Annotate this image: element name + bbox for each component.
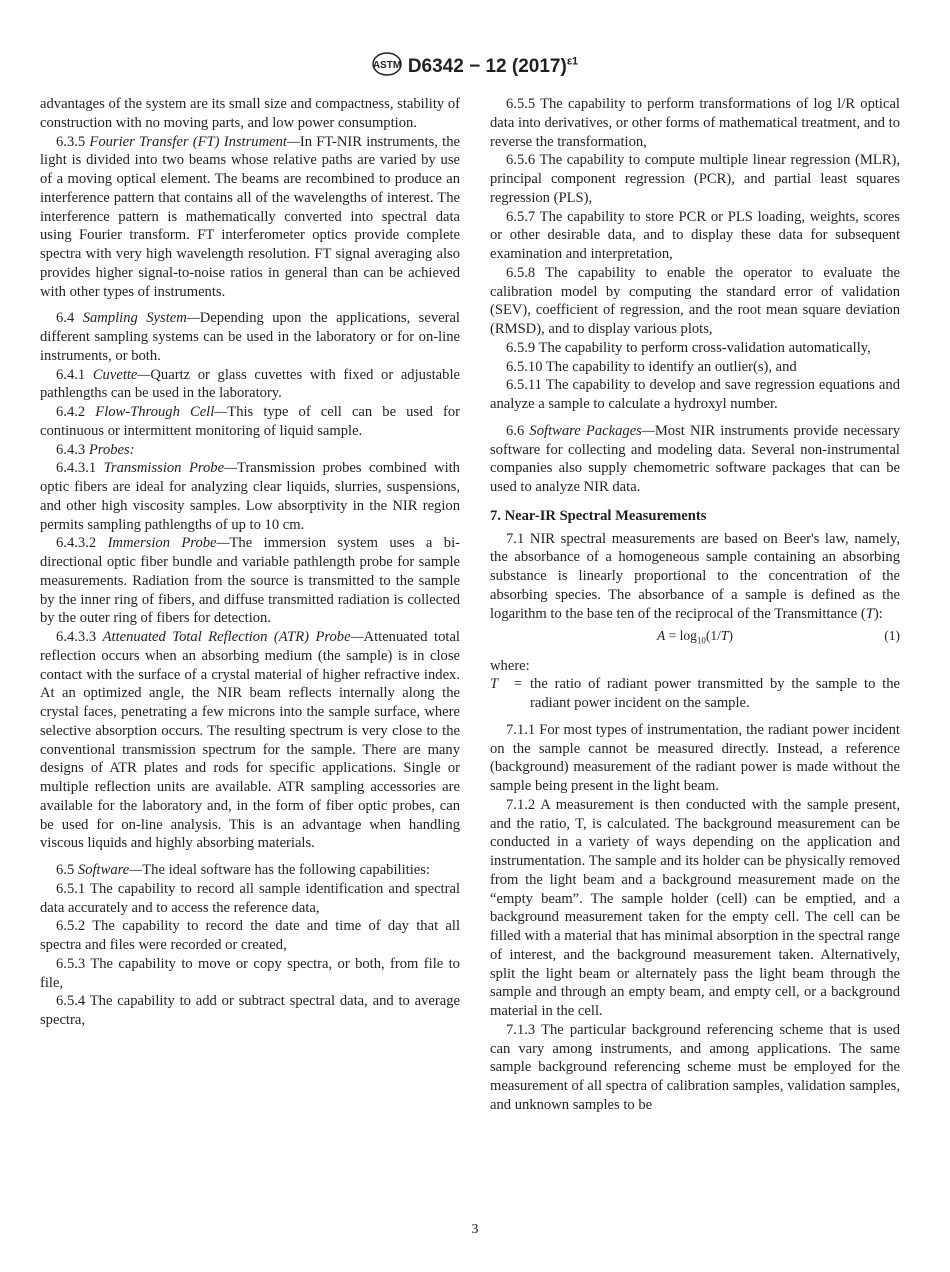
paragraph-text: The capability to store PCR or PLS loading, weights, scores or other desirable data, and to display these data for subsequent examination and interpretation, <box>490 208 900 262</box>
paragraph-text: The capability to record all sample identification and spectral data accurately and to access the reference data, <box>40 880 460 916</box>
paragraph-title: Immersion Probe— <box>107 535 230 552</box>
paragraph-number: 6.5.7 <box>506 208 536 225</box>
paragraph-text: Quartz or glass cuvettes with fixed or adjustable pathlengths can be used in the laboratory. <box>40 366 460 402</box>
paragraph-number: 6.5.5 <box>506 96 536 112</box>
paragraph-7-1-2 <box>490 796 900 1021</box>
paragraph-text: The capability to enable the operator to evaluate the calibration model by computing the standard error of validation (SEV), coefficient of regression, and the root mean square deviation (RMSD), and to display various plots, <box>490 264 901 337</box>
page-number: 3 <box>471 1222 479 1237</box>
paragraph-title: Software Packages— <box>529 422 655 439</box>
paragraph-text: The capability to develop and save regression equations and analyze a sample to calculate a hydroxyl number. <box>490 377 900 412</box>
paragraph-title: Probes: <box>88 441 135 458</box>
paragraph-6-5-9 <box>490 339 900 358</box>
paragraph-title: Software— <box>77 862 143 878</box>
paragraph-text: In FT-NIR instruments, the light is divided into two beams whose relative paths are varied by use of a moving optical element. The beams are recombined to produce an interference pattern that contains all of the wavelengths of interest. The interference pattern is mathematically converted into spectral data using Fourier transform. FT interferometer optics provide complete spectra with very high wavelength resolution. FT signal averaging also provides higher signal-to-noise ratios in general than can be achieved with other types of instruments. <box>40 133 461 300</box>
paragraph-number: 6.5.4 <box>56 993 86 1010</box>
paragraph-text: advantages of the system are its small size and compactness, stability of construction with no moving parts, and low power consumption. <box>40 96 460 131</box>
paragraph-6-5 <box>40 861 460 880</box>
paragraph-number: 7.1.1 <box>506 721 536 738</box>
paragraph-7-1-1 <box>490 721 900 796</box>
paragraph-number: 6.5 <box>56 862 75 878</box>
paragraph-number: 6.4.1 <box>56 366 86 383</box>
svg-text:ASTM: ASTM <box>372 60 401 71</box>
paragraph-title: Attenuated Total Reflection (ATR) Probe— <box>102 629 364 645</box>
definition-T: T = the ratio of radiant power transmitted by the sample to the radiant power incident on the sample. <box>490 676 900 712</box>
paragraph-title: Cuvette— <box>92 366 151 383</box>
paragraph-number: 6.5.8 <box>506 264 536 281</box>
paragraph-6-5-7 <box>490 208 900 264</box>
paragraph-6-5-8 <box>490 264 900 339</box>
paragraph-number: 6.3.5 <box>56 133 86 150</box>
paragraph-6-5-2 <box>40 917 460 955</box>
paragraph-number: 6.4.3 <box>56 441 86 458</box>
paragraph-number: 7.1.3 <box>506 1021 536 1038</box>
paragraph-title: Sampling System— <box>82 310 200 327</box>
paragraph-7-1-3 <box>490 1021 900 1115</box>
page-header <box>0 52 950 78</box>
document-designation: D6342 − 12 (2017) <box>407 56 567 77</box>
left-column <box>40 95 460 1030</box>
epsilon-superscript: ε1 <box>566 55 579 68</box>
where-label: where: <box>490 657 530 674</box>
paragraph-6-5-1 <box>40 880 460 918</box>
paragraph-6-5-3 <box>40 955 460 993</box>
paragraph-text: This type of cell can be used for continuous or intermittent monitoring of liquid sample. <box>40 404 461 439</box>
paragraph-6-5-6 <box>490 151 900 207</box>
paragraph-6-5-4 <box>40 992 460 1030</box>
paragraph-6-4-2 <box>40 403 460 441</box>
paragraph-text: A measurement is then conducted with the sample present, and the ratio, T, is calculated. The background measurement can be conducted in a variety of ways depending on the application and instrumentation. The sample and its holder can be physically removed from the light beam and a background measurement made on the “empty beam”. The sample holder (cell) can be emptied, and a background measurement taken for the empty cell. The cell can be filled with a material that has minimal absorption in the spectral range of interest, and the background measurement taken. Alternatively, split the light beam or alternately pass the light beam through the sample and through an empty beam, and empty cell, or a background material in the cell. <box>490 796 900 1020</box>
paragraph-number: 6.4.3.3 <box>56 629 97 645</box>
paragraph-6-5-10 <box>490 358 900 377</box>
astm-logo-icon <box>372 52 402 76</box>
paragraph-text: The capability to move or copy spectra, or both, from file to file, <box>40 955 460 991</box>
paragraph-number: 6.4.3.1 <box>56 460 97 477</box>
paragraph-text: The capability to add or subtract spectral data, and to average spectra, <box>40 993 461 1028</box>
paragraph-text: For most types of instrumentation, the radiant power incident on the sample cannot be measured directly. Instead, a reference (background) measurement of the radiant power is made without the sample being present in the light beam. <box>490 721 900 795</box>
paragraph-text: The capability to identify an outlier(s), and <box>545 358 797 375</box>
paragraph-number: 6.5.6 <box>506 152 536 169</box>
paragraph-title: Flow-Through Cell— <box>95 404 228 420</box>
paragraph-number: 6.5.2 <box>56 918 86 935</box>
paragraph-6-4-3-2 <box>40 534 460 628</box>
paragraph-6-4-3-3 <box>40 628 460 853</box>
paragraph-7-1: 7.1 NIR spectral measurements are based on Beer's law, namely, the absorbance of a homogeneous sample containing an absorbing substance is linearly proportional to the concentration of the absorbing species. The absorbance of a sample is defined as the logarithm to the base ten of the reciprocal of the Transmittance (T): <box>490 530 900 622</box>
paragraph-number: 6.6 <box>506 422 525 439</box>
paragraph-text: Transmission probes combined with optic fibers are ideal for analyzing clear liquids, slurries, suspensions, and other high viscosity samples. Low absorptivity in the NIR region permits sampling pathlengths of up to 10 cm. <box>40 460 460 533</box>
paragraph-number: 6.5.11 <box>506 377 542 394</box>
paragraph-title: Fourier Transfer (FT) Instrument— <box>89 133 300 150</box>
paragraph-number: 6.4.3.2 <box>56 535 97 552</box>
paragraph-title: Transmission Probe— <box>103 460 238 477</box>
equation-1: $A = \log_{10}(1/T)$ (1) <box>657 628 900 646</box>
paragraph-text: The capability to record the date and time of day that all spectra and files were recorded or created, <box>40 918 461 953</box>
paragraph-6-3-5 <box>40 133 460 302</box>
paragraph-number: 6.4.2 <box>56 404 86 420</box>
paragraph-text: The capability to compute multiple linear regression (MLR), principal component regression (PCR), and partial least squares regression (PLS), <box>490 152 900 206</box>
paragraph-6-4-1 <box>40 366 460 404</box>
paragraph-text: Attenuated total reflection occurs when an absorbing medium (the sample) is in close contact with the surface of a crystal material of higher refractive index. At an optimized angle, the NIR beam reflects internally along the crystal faces, penetrating a few microns into the sample surface, where selective absorption occurs. The resulting spectrum is very close to the conventional transmission spectrum for the sample. There are many designs of ATR plates and rods for specific applications. Single or multiple reflection units are available. ATR sampling accessories are available for the laboratory and, in the form of fiber optic probes, can be used for on-line analysis. This is an advantage when handling viscous liquids and highly absorbing materials. <box>40 629 460 852</box>
paragraph-text: The ideal software has the following capabilities: <box>142 862 430 878</box>
paragraph-text: The capability to perform transformations of log l/R optical data into derivatives, or other forms of mathematical treatment, and to reverse the transformation, <box>490 96 900 150</box>
paragraph-number: 6.5.10 <box>506 358 543 375</box>
paragraph-6-5-11 <box>490 376 900 414</box>
paragraph-text: The capability to perform cross-validation automatically, <box>538 339 871 356</box>
paragraph-text: Depending upon the applications, several different sampling systems can be used in the laboratory or for on-line instruments, or both. <box>40 310 460 364</box>
paragraph-text: Most NIR instruments provide necessary software for collecting and modeling data. Several non-instrumental companies also supply chemometric software packages that can be used to analyze NIR data. <box>490 422 901 495</box>
paragraph-number: 6.4 <box>56 310 75 327</box>
paragraph-6-4-3 <box>40 441 460 460</box>
paragraph-6-4 <box>40 309 460 365</box>
paragraph-6-5-5 <box>490 95 900 151</box>
paragraph-text: The immersion system uses a bi-directional optic fiber bundle and variable pathlength probe for sample measurements. Radiation from the source is transmitted to the sample by the inner ring of fibers, and diffuse transmitted radiation is collected by the outer ring of fibers for detection. <box>40 535 461 627</box>
equation-number: (1) <box>884 628 900 644</box>
paragraph-6-6 <box>490 422 900 497</box>
paragraph-number: 6.5.9 <box>506 339 536 356</box>
paragraph-text: The particular background referencing scheme that is used can vary among instruments, and among applications. The same sample background referencing scheme must be employed for the measurement of all spectra of calibration samples, validation samples, and unknown samples to be <box>490 1021 901 1113</box>
paragraph-number: 6.5.1 <box>56 880 86 897</box>
section-heading: 7. Near-IR Spectral Measurements <box>490 507 707 524</box>
paragraph-number: 7.1.2 <box>506 796 536 813</box>
paragraph-number: 6.5.3 <box>56 955 86 972</box>
right-column <box>490 95 900 1115</box>
paragraph-continued <box>40 95 460 133</box>
paragraph-6-4-3-1 <box>40 459 460 534</box>
